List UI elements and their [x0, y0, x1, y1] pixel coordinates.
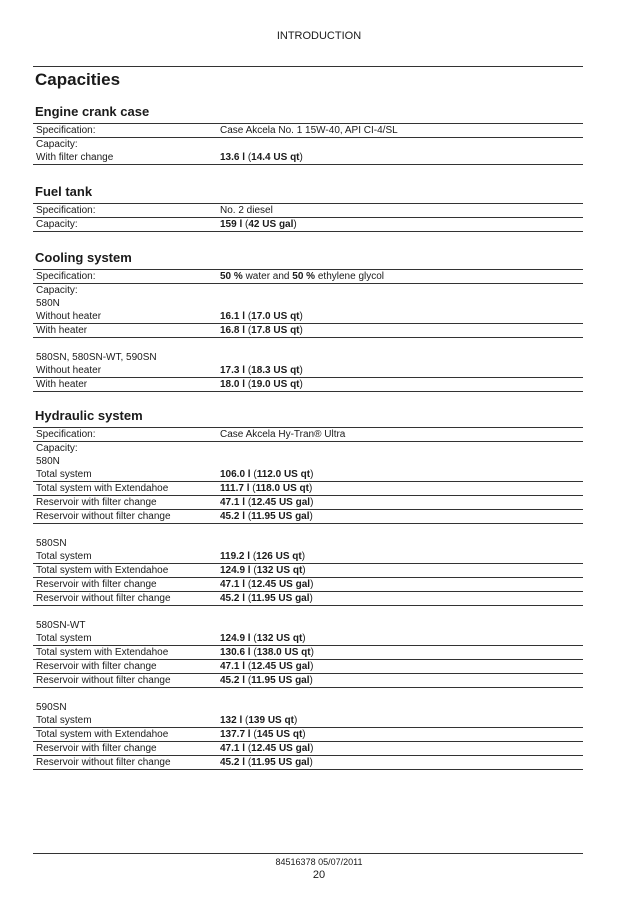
capacity-label: Capacity:: [36, 443, 78, 454]
row-label: Total system with Extendahoe: [36, 483, 169, 494]
engine-section-title: Engine crank case: [35, 104, 150, 119]
row-value: 45.2 l (11.95 US gal): [220, 757, 313, 768]
model-row: [33, 297, 583, 310]
row-value: 18.0 l (19.0 US qt): [220, 379, 303, 390]
table-row: [33, 714, 583, 727]
model-label: 580SN: [36, 538, 67, 549]
table-row: [33, 495, 583, 509]
header-rule: [33, 66, 583, 67]
row-value: 45.2 l (11.95 US gal): [220, 675, 313, 686]
table-row: [33, 137, 583, 151]
model-row: [33, 619, 583, 632]
table-row: [33, 364, 583, 377]
table-row: [33, 269, 583, 283]
fuel-section-title: Fuel tank: [35, 184, 93, 199]
capacity-label: Capacity:: [36, 219, 78, 230]
model-row: [33, 455, 583, 468]
row-value: 47.1 l (12.45 US gal): [220, 497, 314, 508]
table-row: [33, 673, 583, 688]
row-value: 124.9 l (132 US qt): [220, 565, 306, 576]
engine-section: [33, 103, 583, 165]
page-number: 20: [312, 869, 326, 881]
capacity-label: Capacity:: [36, 285, 78, 296]
row-value: 16.8 l (17.8 US qt): [220, 325, 303, 336]
table-row: [33, 217, 583, 232]
spec-label: Specification:: [36, 429, 96, 440]
model-label: 580SN-WT: [36, 620, 86, 631]
table-row: [33, 509, 583, 524]
hydraulic-section: [33, 407, 583, 770]
row-label: Total system: [36, 551, 92, 562]
row-label: Without heater: [36, 311, 102, 322]
table-row: [33, 741, 583, 755]
row-value: 137.7 l (145 US qt): [220, 729, 306, 740]
spec-label: Specification:: [36, 271, 96, 282]
hydraulic-section-title: Hydraulic system: [35, 408, 143, 423]
row-label: Reservoir without filter change: [36, 593, 171, 604]
row-value: 130.6 l (138.0 US qt): [220, 647, 314, 658]
row-label: Total system: [36, 715, 92, 726]
table-row: [33, 123, 583, 137]
row-value: 47.1 l (12.45 US gal): [220, 743, 314, 754]
row-value: 159 l (42 US gal): [220, 219, 297, 230]
row-value: 132 l (139 US qt): [220, 715, 298, 726]
row-label: Reservoir with filter change: [36, 743, 157, 754]
table-row: [33, 550, 583, 563]
table-row: [33, 310, 583, 323]
row-value: 111.7 l (118.0 US qt): [220, 483, 313, 494]
row-label: With heater: [36, 325, 88, 336]
model-row: [33, 537, 583, 550]
table-row: [33, 591, 583, 606]
row-value: 119.2 l (126 US qt): [220, 551, 306, 562]
row-label: Reservoir with filter change: [36, 579, 157, 590]
row-label: With filter change: [36, 152, 114, 163]
row-label: Total system with Extendahoe: [36, 647, 169, 658]
spec-value: 50 % water and 50 % ethylene glycol: [220, 271, 385, 282]
table-row: [33, 151, 583, 165]
table-row: [33, 727, 583, 741]
row-label: Reservoir without filter change: [36, 511, 171, 522]
spec-value: Case Akcela No. 1 15W-40, API CI-4/SL: [220, 125, 398, 136]
table-row: [33, 377, 583, 392]
row-label: Total system with Extendahoe: [36, 729, 169, 740]
model-label: 580N: [36, 456, 60, 467]
row-label: With heater: [36, 379, 88, 390]
row-label: Total system: [36, 469, 92, 480]
model-label: 590SN: [36, 702, 67, 713]
row-value: 45.2 l (11.95 US gal): [220, 593, 313, 604]
table-row: [33, 468, 583, 481]
row-label: Reservoir without filter change: [36, 675, 171, 686]
table-row: [33, 577, 583, 591]
spec-label: Specification:: [36, 125, 96, 136]
spec-value: No. 2 diesel: [220, 205, 273, 216]
model-row: [33, 701, 583, 714]
row-label: Reservoir without filter change: [36, 757, 171, 768]
footer-rule: [33, 853, 583, 854]
table-row: [33, 427, 583, 441]
row-value: 47.1 l (12.45 US gal): [220, 661, 314, 672]
row-value: 45.2 l (11.95 US gal): [220, 511, 313, 522]
row-value: 16.1 l (17.0 US qt): [220, 311, 303, 322]
row-value: 47.1 l (12.45 US gal): [220, 579, 314, 590]
row-value: 106.0 l (112.0 US qt): [220, 469, 314, 480]
document-id: 84516378 05/07/2011: [275, 857, 363, 867]
model-label: 580SN, 580SN-WT, 590SN: [36, 352, 157, 363]
row-label: Without heater: [36, 365, 102, 376]
table-row: [33, 632, 583, 645]
cooling-section: [33, 249, 583, 392]
spec-label: Specification:: [36, 205, 96, 216]
capacity-label: Capacity:: [36, 139, 78, 150]
running-header: INTRODUCTION: [276, 30, 362, 42]
model-row: [33, 351, 583, 364]
spec-value: Case Akcela Hy-Tran® Ultra: [220, 429, 346, 440]
table-row: [33, 481, 583, 495]
table-row: [33, 563, 583, 577]
table-row: [33, 203, 583, 217]
table-row: [33, 323, 583, 338]
row-label: Reservoir with filter change: [36, 661, 157, 672]
row-value: 17.3 l (18.3 US qt): [220, 365, 303, 376]
table-row: [33, 659, 583, 673]
fuel-section: [33, 183, 583, 232]
row-label: Total system with Extendahoe: [36, 565, 169, 576]
cooling-section-title: Cooling system: [35, 250, 132, 265]
table-row: [33, 283, 583, 297]
table-row: [33, 441, 583, 455]
row-value: 13.6 l (14.4 US qt): [220, 152, 303, 163]
row-label: Reservoir with filter change: [36, 497, 157, 508]
row-value: 124.9 l (132 US qt): [220, 633, 306, 644]
page-title: Capacities: [35, 70, 121, 89]
table-row: [33, 755, 583, 770]
model-label: 580N: [36, 298, 60, 309]
table-row: [33, 645, 583, 659]
row-label: Total system: [36, 633, 92, 644]
